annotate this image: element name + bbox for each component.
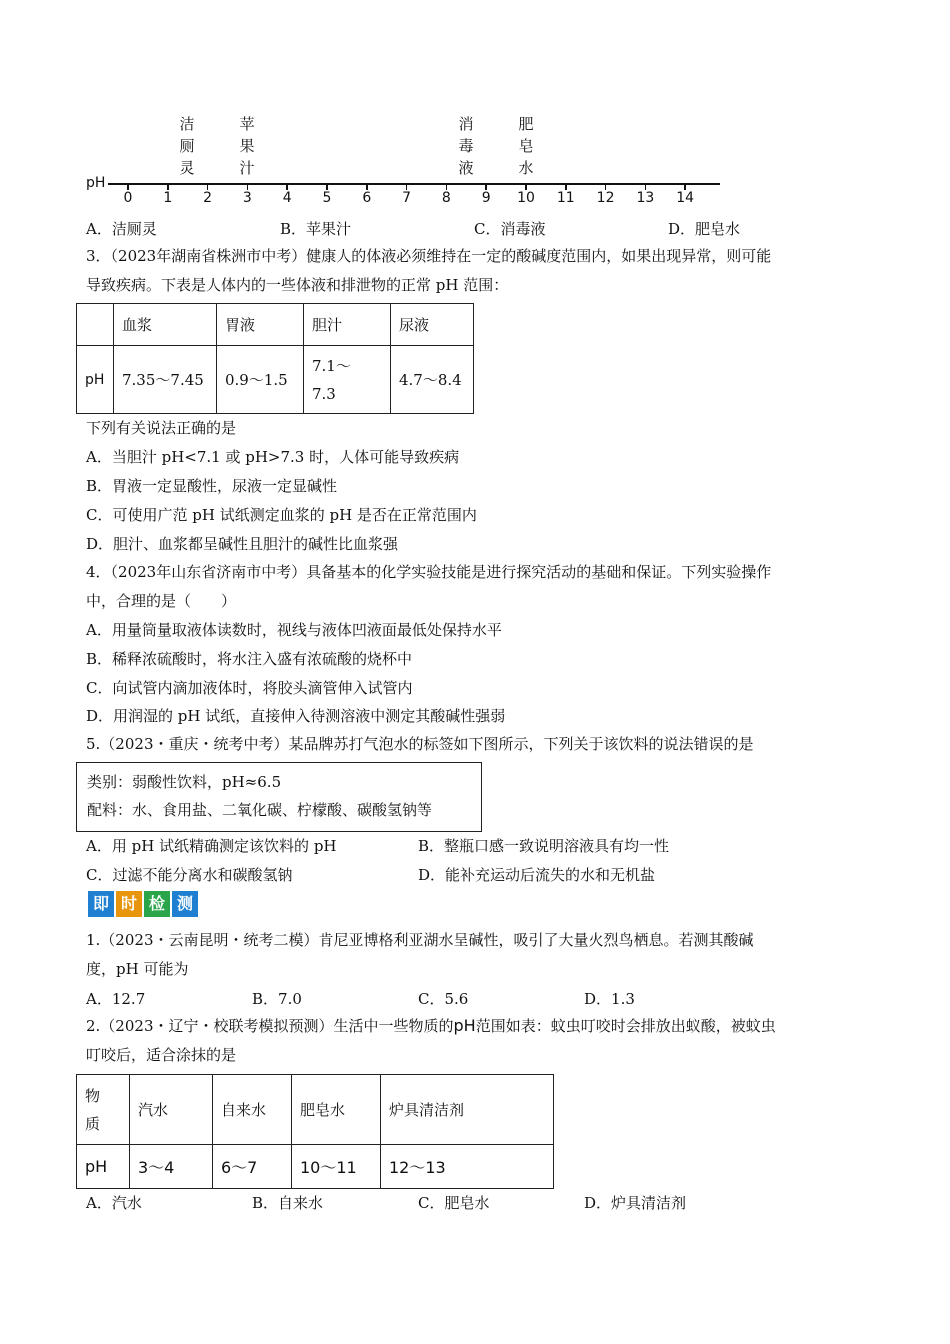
- ph-tick-mark: [366, 183, 368, 190]
- table-cell: 12～13: [381, 1145, 554, 1189]
- table-header: 胆汁: [304, 304, 391, 346]
- p2-stem-part1: 2.（2023・辽宁・校联考模拟预测）生活中一些物质的: [86, 1017, 454, 1035]
- ph-tick-label: 13: [636, 190, 655, 206]
- p2-option-a[interactable]: A．汽水: [86, 1194, 142, 1212]
- ph-tick-mark: [565, 183, 567, 190]
- badge-char: 测: [172, 891, 198, 917]
- table-row-label: pH: [77, 1145, 130, 1189]
- ph-tick-label: 8: [441, 190, 451, 206]
- q2-option-d[interactable]: D．肥皂水: [668, 220, 741, 238]
- table-row-header: [77, 1075, 130, 1145]
- label-char: 水: [518, 159, 534, 177]
- q3-stem-line1: 3．（2023年湖南省株洲市中考）健康人的体液必须维持在一定的酸碱度范围内，如果出现异常，则可能: [86, 247, 772, 265]
- table-header: 胃液: [217, 304, 304, 346]
- table-cell: 7.35～7.45: [114, 346, 217, 414]
- label-char: 消: [458, 115, 474, 133]
- ph-tick-label: 5: [322, 190, 332, 206]
- label-char: 果: [239, 137, 255, 155]
- table-cell: 0.9～1.5: [217, 346, 304, 414]
- ph-tick-mark: [286, 183, 288, 190]
- badge-char: 即: [88, 891, 114, 917]
- ph-tick-label: 0: [123, 190, 133, 206]
- table-header: 炉具清洁剂: [381, 1075, 554, 1145]
- q5-option-c[interactable]: C．过滤不能分离水和碳酸氢钠: [86, 866, 293, 884]
- label-char: 液: [458, 159, 474, 177]
- table-cell: [304, 346, 391, 414]
- ph-tick-label: 3: [242, 190, 252, 206]
- ph-tick-mark: [167, 183, 169, 190]
- badge-char: 检: [144, 891, 170, 917]
- header-char: 质: [85, 1114, 101, 1133]
- q3-stem-line2: 导致疾病。下表是人体内的一些体液和排泄物的正常 pH 范围：: [86, 276, 509, 294]
- label-line2: 配料：水、食用盐、二氧化碳、柠檬酸、碳酸氢钠等: [87, 801, 433, 819]
- p2-stem-line2: 叮咬后，适合涂抹的是: [86, 1046, 237, 1064]
- badge-char: 时: [116, 891, 142, 917]
- ph-tick-mark: [525, 183, 527, 190]
- table-corner: [77, 304, 114, 346]
- q4-stem-line1: 4．（2023年山东省济南市中考）具备基本的化学实验技能是进行探究活动的基础和保证。下列实验操作: [86, 563, 772, 581]
- label-char: 汁: [239, 159, 255, 177]
- label-char: 苹: [239, 115, 255, 133]
- label-line1: 类别：弱酸性饮料，pH≈6.5: [87, 773, 282, 791]
- ph-tick-mark: [645, 183, 647, 190]
- q5-option-a[interactable]: A．用 pH 试纸精确测定该饮料的 pH: [86, 837, 337, 855]
- ph-tick-mark: [605, 183, 607, 190]
- p2-option-b[interactable]: B．自来水: [252, 1194, 324, 1212]
- ph-tick-label: 11: [556, 190, 575, 206]
- p2-ph-table: [76, 1074, 554, 1189]
- p1-option-d[interactable]: D．1.3: [584, 990, 635, 1008]
- ph-axis-line: [108, 183, 720, 185]
- p1-stem-line1: 1.（2023・云南昆明・统考二模）肯尼亚博格利亚湖水呈碱性，吸引了大量火烈鸟栖息。若测其酸碱: [86, 931, 754, 949]
- q5-option-d[interactable]: D．能补充运动后流失的水和无机盐: [418, 866, 656, 884]
- label-soap-water: [516, 113, 536, 179]
- label-char: 毒: [458, 137, 474, 155]
- q4-stem-line2: 中，合理的是（ ）: [86, 592, 237, 610]
- label-apple-juice: [237, 113, 257, 179]
- label-char: 洁: [179, 115, 195, 133]
- p2-stem-ph: pH: [453, 1016, 476, 1035]
- p1-option-a[interactable]: A．12.7: [86, 990, 146, 1008]
- label-char: 肥: [518, 115, 534, 133]
- ph-tick-label: 7: [402, 190, 412, 206]
- q3-option-b[interactable]: B．胃液一定显酸性，尿液一定显碱性: [86, 477, 338, 495]
- ph-tick-mark: [247, 183, 249, 190]
- ph-tick-mark: [485, 183, 487, 190]
- q5-product-label: [76, 762, 482, 832]
- table-header: 尿液: [391, 304, 474, 346]
- p2-option-c[interactable]: C．肥皂水: [418, 1194, 490, 1212]
- q5-stem: 5.（2023・重庆・统考中考）某品牌苏打气泡水的标签如下图所示，下列关于该饮料的说法错误的是: [86, 735, 754, 753]
- ph-tick-label: 4: [282, 190, 292, 206]
- table-cell: 6～7: [213, 1145, 292, 1189]
- bile-range-line1: 7.1～: [312, 356, 351, 375]
- ph-tick-label: 10: [517, 190, 535, 206]
- ph-tick-mark: [326, 183, 328, 190]
- ph-tick-label: 12: [596, 190, 615, 206]
- ph-axis-label: pH: [86, 175, 106, 191]
- q4-option-a[interactable]: A．用量筒量取液体读数时，视线与液体凹液面最低处保持水平: [86, 621, 502, 639]
- table-row-label: pH: [77, 346, 114, 414]
- label-toilet-cleaner: [177, 113, 197, 179]
- ph-tick-label: 14: [676, 190, 695, 206]
- q4-option-b[interactable]: B．稀释浓硫酸时，将水注入盛有浓硫酸的烧杯中: [86, 650, 413, 668]
- ph-tick-label: 6: [362, 190, 372, 206]
- q2-option-a[interactable]: A．洁厕灵: [86, 220, 157, 238]
- ph-tick-mark: [406, 183, 408, 190]
- q3-prompt: 下列有关说法正确的是: [86, 419, 237, 437]
- q3-ph-table: [76, 303, 474, 414]
- header-char: 物: [85, 1086, 101, 1105]
- q2-option-b[interactable]: B．苹果汁: [280, 220, 352, 238]
- ph-tick-mark: [684, 183, 686, 190]
- ph-tick-label: 1: [163, 190, 173, 206]
- p1-option-c[interactable]: C．5.6: [418, 990, 469, 1008]
- table-header: 肥皂水: [292, 1075, 381, 1145]
- q4-option-c[interactable]: C．向试管内滴加液体时，将胶头滴管伸入试管内: [86, 679, 413, 697]
- label-disinfectant: [456, 113, 476, 179]
- ph-tick-label: 9: [481, 190, 491, 206]
- ph-tick-mark: [446, 183, 448, 190]
- p2-stem-line1: [86, 1016, 776, 1036]
- ph-tick-label: 2: [203, 190, 213, 206]
- ph-tick-mark: [127, 183, 129, 190]
- table-cell: 10～11: [292, 1145, 381, 1189]
- q3-option-a[interactable]: A．当胆汁 pH<7.1 或 pH>7.3 时，人体可能导致疾病: [86, 448, 460, 466]
- table-cell: 3～4: [130, 1145, 213, 1189]
- label-char: 皂: [518, 137, 534, 155]
- q5-option-b[interactable]: B．整瓶口感一致说明溶液具有均一性: [418, 837, 670, 855]
- table-cell: 4.7～8.4: [391, 346, 474, 414]
- q3-option-d[interactable]: D．胆汁、血浆都呈碱性且胆汁的碱性比血浆强: [86, 535, 399, 553]
- ph-tick-mark: [207, 183, 209, 190]
- table-header: 血浆: [114, 304, 217, 346]
- q4-option-d[interactable]: D．用润湿的 pH 试纸，直接伸入待测溶液中测定其酸碱性强弱: [86, 707, 506, 725]
- label-char: 厕: [179, 137, 195, 155]
- label-char: 灵: [179, 159, 195, 177]
- p2-option-d[interactable]: D．炉具清洁剂: [584, 1194, 687, 1212]
- q3-option-c[interactable]: C．可使用广范 pH 试纸测定血浆的 pH 是否在正常范围内: [86, 506, 477, 524]
- p1-option-b[interactable]: B．7.0: [252, 990, 302, 1008]
- p2-stem-part2: 范围如表：蚊虫叮咬时会排放出蚁酸，被蚊虫: [475, 1017, 776, 1035]
- table-header: 自来水: [213, 1075, 292, 1145]
- p1-stem-line2: 度，pH 可能为: [86, 960, 189, 978]
- table-header: 汽水: [130, 1075, 213, 1145]
- bile-range-line2: 7.3: [312, 384, 336, 403]
- q2-option-c[interactable]: C．消毒液: [474, 220, 546, 238]
